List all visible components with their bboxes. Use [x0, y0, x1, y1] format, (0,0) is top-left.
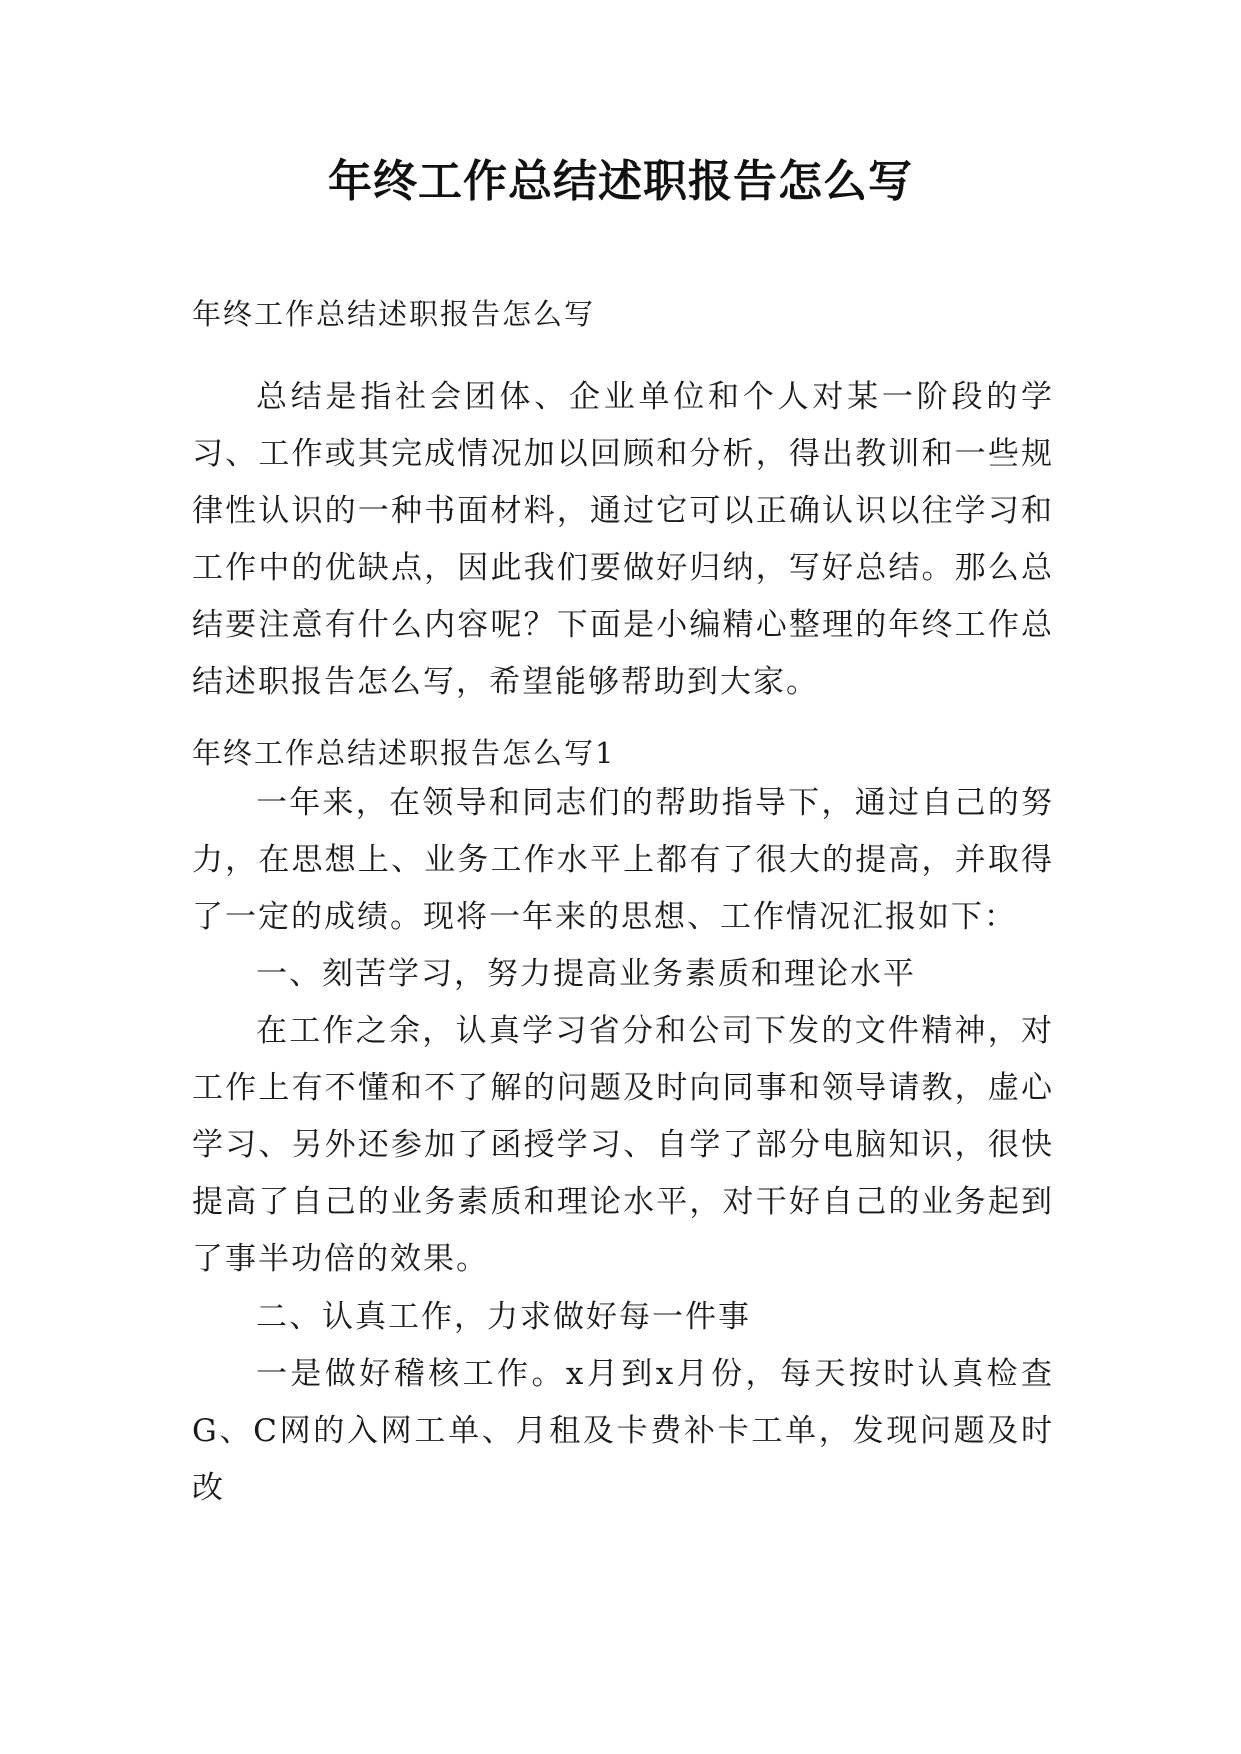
heading-2: 二、认真工作，力求做好每一件事 [256, 1299, 751, 1335]
intro-paragraph: 总结是指社会团体、企业单位和个人对某一阶段的学习、工作或其完成情况加以回顾和分析，得出教训和一些规律性认识的一种书面材料，通过它可以正确认识以往学习和工作中的优缺点，因此我们要做好归纳，写好总结。那么总结要注意有什么内容呢？下面是小编精心整理的年终工作总结述职报告怎么写，希望能够帮助到大家。 [192, 379, 1054, 700]
paragraph-1: 一年来，在领导和同志们的帮助指导下，通过自己的努力，在思想上、业务工作水平上都有了很大的提高，并取得了一定的成绩。现将一年来的思想、工作情况汇报如下： [192, 785, 1054, 935]
section-1-title: 年终工作总结述职报告怎么写1 [192, 736, 616, 770]
document-subtitle: 年终工作总结述职报告怎么写 [192, 297, 596, 331]
paragraph-3: 一是做好稽核工作。x月到x月份，每天按时认真检查G、C网的入网工单、月租及卡费补卡工单，发现问题及时改 [192, 1356, 1054, 1506]
document-title: 年终工作总结述职报告怎么写 [328, 156, 913, 207]
paragraph-2: 在工作之余，认真学习省分和公司下发的文件精神，对工作上有不懂和不了解的问题及时向同事和领导请教，虚心学习、另外还参加了函授学习、自学了部分电脑知识，很快提高了自己的业务素质和理论水平，对干好自己的业务起到了事半功倍的效果。 [192, 1013, 1054, 1277]
heading-1: 一、刻苦学习，努力提高业务素质和理论水平 [256, 956, 916, 992]
